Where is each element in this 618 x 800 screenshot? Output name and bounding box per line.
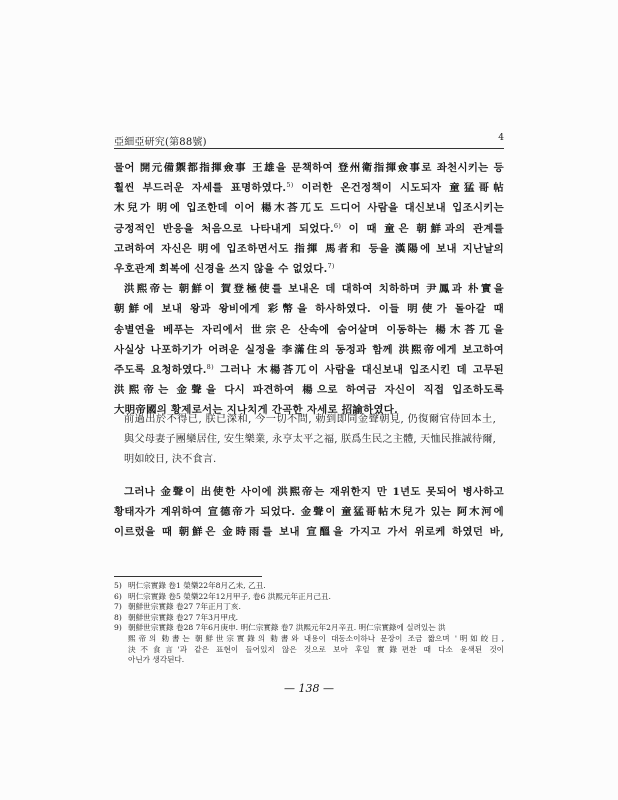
footnote-9-continuation: 決不食言'과 같은 표현이 들어있지 않은 것으로 보아 후일 實錄편찬 때 다소 윤색된 것이	[128, 644, 504, 654]
footnote-7: 7) 朝鮮世宗實錄 卷27 7年正月丁亥.	[114, 602, 241, 612]
footnote-8: 8) 朝鮮世宗實錄 卷27 7年3月甲戌.	[114, 612, 239, 622]
footnote-9: 9) 朝鮮世宗實錄 卷28 7年6月庚申. 明仁宗實錄 卷7 洪熙元年2月辛丑. 明仁宗實錄에 실려있는 洪	[114, 623, 446, 633]
body-paragraph-1	[114, 158, 504, 421]
quote-line: 明如皎日, 決不食言.	[124, 454, 217, 465]
footnote-9-continuation: 熙帝의 勅書는 朝鮮世宗實錄의 勅書와 내용이 대동소이하나 문장이 조금 짧으며 '明如皎日,	[128, 633, 504, 643]
footnote-ref-8[interactable]: 8)	[206, 363, 214, 372]
footnote-6: 6) 明仁宗實錄 卷5 榮樂22年12月甲子, 卷6 洪熙元年正月己丑.	[114, 591, 331, 601]
footnote-divider	[114, 576, 262, 577]
journal-title: 亞細亞研究(第88號)	[114, 137, 207, 148]
text-line: 훨씬 부드러운 자세를 표명하였다.$^{5)}$ 이러한 온건정책이 시도되자 童猛哥帖	[114, 181, 504, 195]
text-line: 주도록 요청하였다.$^{8)}$ 그러나 木楊荅兀이 사람을 대신보내 입조시킨 데 고무된	[114, 363, 504, 377]
text-line: 물어 開元備禦都指揮僉事 王雄을 문책하여 登州衛指揮僉事로 좌천시키는 등	[114, 162, 504, 174]
footnote-9-continuation: 아닌가 생각된다.	[128, 655, 185, 665]
text-line: 고려하여 자신은 明에 입조하면서도 指揮 馬者和 등을 漢陽에 보내 지난날의	[114, 242, 504, 255]
header-folio: 4	[498, 133, 504, 143]
text-line: 우호관계 회복에 신경을 쓰지 않을 수 없었다.$^{7)}$	[114, 262, 335, 276]
footnote-5: 5) 明仁宗實錄 卷1 榮樂22年8月乙未, 乙丑.	[114, 581, 266, 590]
quote-line: 與父母妻子團欒居住, 安生樂業, 永亨太平之福, 朕爲生民之主體, 天恤民推誠待爾,	[124, 434, 496, 445]
quote-line: 前過出於不得已, 朕已深和, 今一切不問, 勅到即同金聲朝見, 仍復爾官侍回本土,	[124, 414, 496, 425]
text-line: 大明帝國의 황제로서는 지나치게 간곡한 자세로 招諭하였다.	[114, 404, 399, 417]
running-header	[114, 132, 504, 149]
text-line: 그러나 金聲이 出使한 사이에 洪熙帝는 재위한지 만 1년도 못되어 병사하고	[124, 486, 504, 498]
text-line: 송별연을 베푸는 자리에서 世宗은 산속에 숨어살며 이동하는 楊木荅兀을	[114, 323, 504, 336]
footnote-ref-6[interactable]: 6)	[333, 221, 342, 230]
text-line: 황태자가 계위하여 宣德帝가 되었다. 金聲이 童猛哥帖木兒가 있는 阿木河에	[114, 506, 504, 519]
text-line: 이르렀을 때 朝鮮은 金時雨를 보내 宣醞을 가지고 가서 위로케 하였던 바,	[114, 526, 504, 539]
text-line: 木兒가 明에 입조한데 이어 楊木荅兀도 드디어 사람을 대신보내 입조시키는	[114, 202, 504, 215]
footnote-ref-5[interactable]: 5)	[286, 181, 294, 190]
page-number: — 138 —	[284, 682, 334, 695]
text-line: 朝鮮에 보내 왕과 왕비에게 彩幣을 하사하였다. 이들 明使가 돌아갈 때	[114, 303, 504, 316]
text-line: 긍정적인 반응을 처음으로 나타내게 되었다.$^{6)}$ 이 때 童은 朝鮮과의 관계를	[114, 221, 504, 235]
block-quote	[124, 410, 496, 470]
footnotes	[114, 581, 504, 666]
text-line: 洪熙帝는 金聲을 다시 파견하여 楊으로 하여금 자신이 직접 입조하도록	[114, 384, 504, 397]
text-line: 사실상 나포하기가 어려운 실정을 李滿住의 동정과 함께 洪熙帝에게 보고하여	[114, 343, 504, 356]
footnote-ref-7[interactable]: 7)	[327, 262, 335, 271]
text-line: 洪熙帝는 朝鮮이 賀登極使를 보내온 데 대하여 치하하며 尹鳳과 朴實을	[124, 283, 504, 296]
body-paragraph-3	[114, 482, 504, 543]
